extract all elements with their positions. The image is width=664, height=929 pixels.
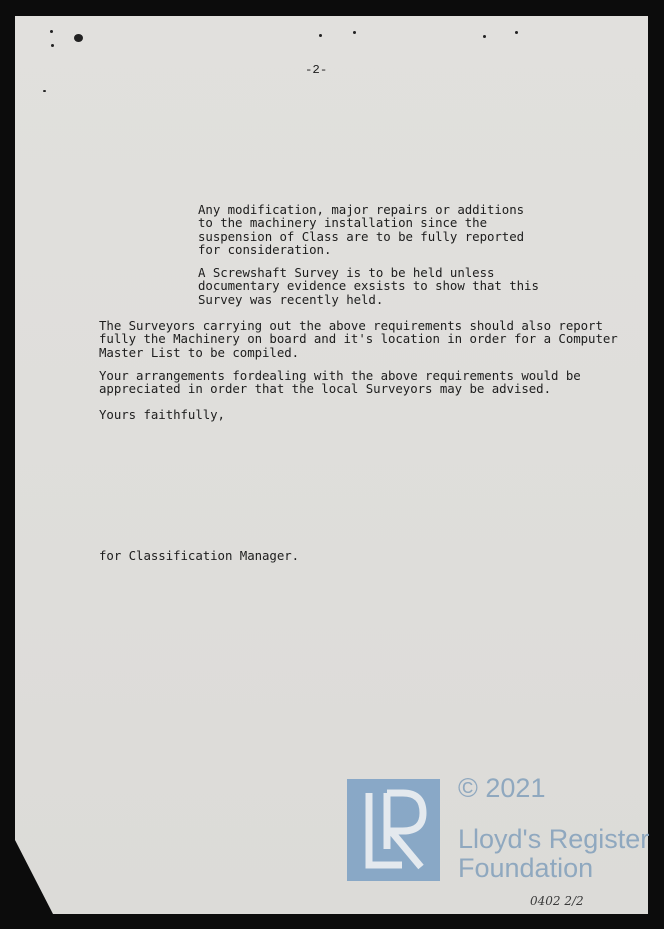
punch-mark [515,31,518,34]
torn-corner [15,840,53,914]
watermark-org-line1: Lloyd's Register [458,824,650,854]
punch-mark [319,34,322,37]
watermark-org-line2: Foundation [458,853,594,883]
document-page [15,16,648,914]
punch-mark [51,44,54,47]
signature-line: for Classification Manager. [99,548,300,563]
punch-mark [50,30,53,33]
paragraph-modifications: Any modification, major repairs or additions to the machinery installation since the suspension of Class are to be fully reported for consideration. [198,202,525,258]
watermark-copyright: © 2021 [458,773,546,803]
punch-mark [43,90,46,92]
handwritten-reference: 0402 2/2 [530,894,584,908]
page-number: -2- [305,63,328,77]
punch-mark [483,35,486,38]
punch-mark [353,31,356,34]
closing: Yours faithfully, [99,407,225,422]
paragraph-screwshaft-survey: A Screwshaft Survey is to be held unless documentary evidence exsists to show that this Survey was recently held. [198,265,539,307]
punch-mark [74,34,83,42]
paragraph-arrangements: Your arrangements fordealing with the above requirements would be appreciated in order that the local Surveyors may be advised. [99,368,581,397]
lr-logo-icon [347,779,440,881]
paragraph-surveyors-report: The Surveyors carrying out the above requirements should also report fully the Machinery on board and it's location in order for a Computer Master List to be compiled. [99,318,618,360]
